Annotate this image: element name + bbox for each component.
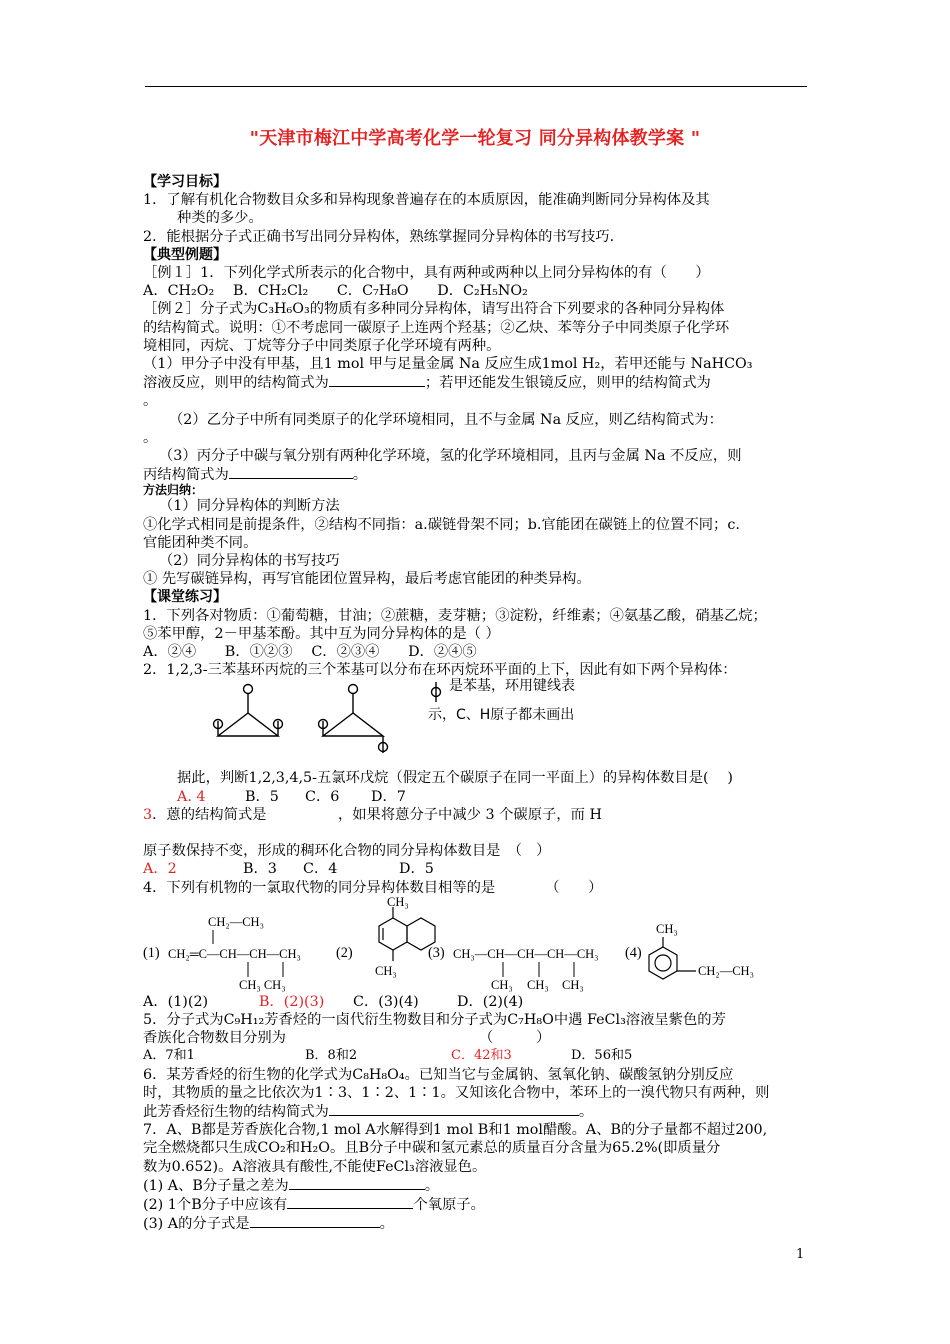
answer-blank[interactable]: [250, 1214, 380, 1228]
practice-6-line-2: 时，其物质的量之比依次为1∶3、1∶2、1∶1。又知该化合物中，苯环上的一溴代物只有两种，则: [143, 1084, 770, 1101]
method-1-title: （1）同分异构体的判断方法: [159, 498, 340, 515]
question-1-line-1: （1）甲分子中没有甲基，且1 mol 甲与足量金属 Na 反应生成1mol H₂，若甲还能与 NaHCO₃: [143, 356, 753, 373]
svg-text:(4): (4): [625, 944, 642, 961]
method-1-line-2: 官能团种类不同。: [143, 534, 258, 551]
structure-formulas-row: [143, 897, 813, 993]
option-b: B．5: [245, 788, 279, 805]
practice-5-options: [143, 1047, 813, 1065]
question-2-line-2: 。: [143, 429, 158, 446]
question-2-line-1: （2）乙分子中所有同类原子的化学环境相同，且不与金属 Na 反应，则乙结构简式为：: [169, 411, 723, 428]
isomer-diagram-2: [319, 685, 388, 754]
option-d: D．56和5: [571, 1048, 633, 1064]
option-b: B．8和2: [305, 1048, 358, 1064]
header-rule: [145, 86, 807, 87]
practice-1-line-1: 1．下列各对物质：①葡萄糖，甘油；②蔗糖，麦芽糖；③淀粉，纤维素；④氨基乙酸，硝基乙烷；: [143, 607, 767, 624]
method-2-title: （2）同分异构体的书写技巧: [159, 553, 340, 570]
practice-3-options: [143, 860, 813, 878]
svg-text:CH₂═C—CH—CH—CH₃: CH₂═C—CH—CH—CH₃: [168, 946, 301, 961]
practice-2-question: 据此，判断1,2,3,4,5-五氯环戊烷（假定五个碳原子在同一平面上）的异构体数目是( ): [177, 770, 733, 787]
option-c: C．4: [303, 861, 338, 878]
section-class-practice: 【课堂练习】: [143, 589, 227, 606]
option-d: D．(2)(4): [457, 993, 524, 1010]
practice-1-options: A．②④ B．①②③ C．②③④ D．②④⑤: [143, 644, 477, 661]
svg-text:CH₃: CH₃: [387, 896, 409, 909]
example-1-options: A．CH₂O₂ B．CH₂Cl₂ C．C₇H₈O D．C₂H₅NO₂: [143, 283, 528, 300]
answer-blank[interactable]: [289, 1176, 425, 1190]
option-c: C．42和3: [451, 1048, 512, 1064]
page-title: "天津市梅江中学高考化学一轮复习 同分异构体教学案 ": [249, 128, 701, 149]
example-2-line-3: 境相同，丙烷、丁烷等分子中同类原子化学环境有两种。: [143, 337, 501, 354]
svg-text:CH₃: CH₃: [562, 977, 584, 992]
svg-text:CH₃: CH₃: [656, 921, 678, 936]
page-number: 1: [796, 1247, 805, 1262]
example-2-line-2: 的结构简式。说明：①不考虑同一碳原子上连两个羟基；②乙炔、苯等分子中同类原子化学环: [143, 319, 730, 336]
answer-blank[interactable]: [329, 1102, 579, 1116]
option-a: A．(1)(2): [143, 993, 209, 1010]
option-c: C．(3)(4): [353, 993, 419, 1010]
methylnaphthalene-structure: [379, 907, 435, 961]
practice-7-q3: (3) A的分子式是 。: [143, 1216, 394, 1233]
option-b: B．3: [243, 861, 277, 878]
methylnaphthalene-labels: [375, 897, 409, 978]
svg-text:CH₃: CH₃: [527, 977, 549, 992]
isomer-diagram-row: [143, 679, 813, 769]
isomer-diagram-1: [214, 685, 283, 737]
svg-text:CH₃—CH—CH—CH—CH₃: CH₃—CH—CH—CH—CH₃: [453, 946, 599, 961]
structure-4-label: [625, 945, 642, 961]
svg-text:(3): (3): [428, 944, 445, 961]
example-2-line-1: ［例２］分子式为C₃H₆O₃的物质有多种同分异构体，请写出符合下列要求的各种同分异构体: [143, 301, 725, 318]
practice-1-line-2: ⑤苯甲醇，2－甲基苯酚。其中互为同分异构体的是（ ）: [143, 625, 500, 642]
option-d: D．7: [371, 788, 406, 805]
svg-text:(2): (2): [336, 944, 353, 961]
practice-5-line-1: 5．分子式为C₉H₁₂芳香烃的一卤代衍生物数目和分子式为C₇H₈O中遇 FeCl₃溶液呈紫色的芳: [143, 1011, 726, 1028]
section-learning-goals: 【学习目标】: [143, 174, 227, 190]
answer-blank[interactable]: [329, 373, 425, 387]
practice-6-line-1: 6．某芳香烃的衍生物的化学式为C₈H₈O₄。已知当它与金属钠、氢氧化钠、碳酸氢钠分别反应: [143, 1066, 734, 1083]
method-1-line-1: ①化学式相同是前提条件，②结构不同指：a.碳链骨架不同；b.官能团在碳链上的位置不同；c.: [143, 516, 740, 533]
structure-2-label: [336, 945, 353, 961]
structure-3: [428, 945, 599, 992]
document-body: [143, 173, 813, 1233]
practice-5-line-2: 香族化合物数目分别为 （ ）: [143, 1030, 551, 1047]
practice-7-line-3: 数为0.652)。A溶液具有酸性,不能使FeCl₃溶液显色。: [143, 1158, 487, 1175]
answer-blank[interactable]: [287, 1195, 413, 1209]
practice-7-q1: (1) A、B分子量之差为 。: [143, 1177, 440, 1194]
section-method-summary: 方法归纳：: [143, 483, 204, 498]
spacer: [143, 824, 813, 842]
question-3-line-2: 丙结构简式为 。: [143, 467, 368, 484]
goal-2: 2．能根据分子式正确书写出同分异构体，熟练掌握同分异构体的书写技巧．: [143, 228, 624, 245]
method-2-line-1: ① 先写碳链异构，再写官能团位置异构，最后考虑官能团的种类异构。: [143, 571, 591, 588]
practice-3-line-1: 3．蒽的结构简式是 ，如果将蒽分子中减少 3 个碳原子，而 H: [143, 806, 602, 823]
answer-blank[interactable]: [229, 465, 353, 479]
section-examples: 【典型例题】: [143, 246, 227, 263]
question-1-line-3: 。: [143, 393, 158, 410]
option-b: B．(2)(3): [259, 993, 325, 1010]
legend-note-line-2: 示，C、H原子都未画出: [428, 707, 575, 724]
practice-4-options: [143, 993, 813, 1011]
svg-text:CH₃: CH₃: [491, 977, 513, 992]
structure-1: [143, 915, 301, 992]
structure-formulas: [143, 897, 813, 993]
question-3-line-1: （3）丙分子中碳与氧分别有两种化学环境，氢的化学环境相同，且丙与金属 Na 不反应，则: [159, 448, 742, 465]
practice-2-line-1: 2．1,2,3-三苯基环丙烷的三个苯基可以分布在环丙烷环平面的上下，因此有如下两个异构体：: [143, 662, 737, 679]
practice-3-line-2: 原子数保持不变，形成的稠环化合物的同分异构体数目是 （ ）: [143, 843, 551, 860]
phenyl-legend-icon: [432, 682, 441, 702]
option-a: A．7和1: [143, 1048, 195, 1064]
practice-7-line-1: 7．A、B都是芳香族化合物,1 mol A水解得到1 mol B和1 mol醋酸。A、B的分子量都不超过200,: [143, 1122, 768, 1139]
option-a: A．2: [143, 861, 177, 878]
svg-text:CH₃: CH₃: [375, 963, 397, 978]
practice-6-line-3: 此芳香烃衍生物的结构简式为 。: [143, 1103, 594, 1120]
question-1-line-2: 溶液反应，则甲的结构简式为 ；若甲还能发生银镜反应，则甲的结构简式为: [143, 375, 711, 392]
svg-text:CH₃ CH₃: CH₃ CH₃: [239, 977, 286, 992]
svg-text:CH₂—CH₃: CH₂—CH₃: [208, 914, 264, 929]
ethyltoluene-labels: [656, 922, 754, 978]
option-c: C．6: [305, 788, 340, 805]
svg-text:CH₂—CH₃: CH₂—CH₃: [698, 963, 754, 978]
practice-2-options: [143, 788, 813, 806]
goal-1-cont: 种类的多少。: [177, 210, 263, 227]
goal-1: 1．了解有机化合物数目众多和异构现象普遍存在的本质原因，能准确判断同分异构体及其: [143, 192, 710, 209]
svg-text:(1): (1): [143, 944, 160, 961]
ethyltoluene-structure: [649, 937, 696, 979]
practice-7-q2: (2) 1个B分子中应该有 个氧原子。: [143, 1196, 485, 1213]
option-d: D．5: [399, 861, 434, 878]
practice-4-question: 4．下列有机物的一氯取代物的同分异构体数目相等的是 （ ）: [143, 879, 603, 896]
practice-7-line-2: 完全燃烧都只生成CO₂和H₂O。且B分子中碳和氢元素总的质量百分含量为65.2%(即质量分: [143, 1140, 721, 1157]
example-1: ［例１］1．下列化学式所表示的化合物中，具有两种或两种以上同分异构体的有（ ）: [143, 265, 710, 282]
option-a: A. 4: [177, 788, 206, 805]
legend-note-line-1: 是苯基，环用键线表: [449, 678, 575, 695]
